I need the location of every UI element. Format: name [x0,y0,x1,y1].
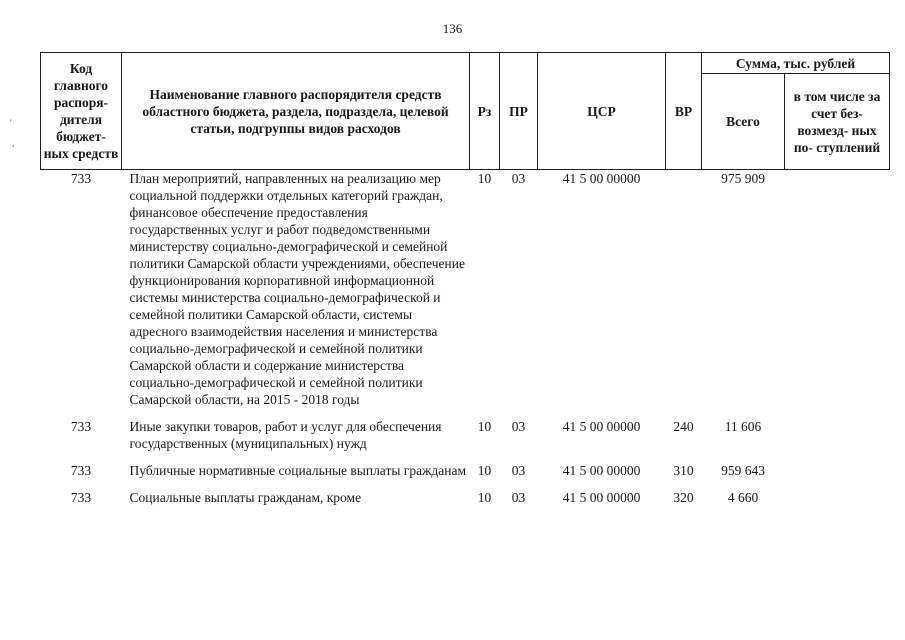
page-number: 136 [442,21,463,36]
cell-code: 733 [70,171,92,186]
cell-csr: 41 5 00 00000 [562,419,641,434]
cell-rz: 10 [477,463,492,478]
cell-code: 733 [70,463,92,478]
cell-pr: 03 [511,463,526,478]
cell-pr: 03 [511,171,526,186]
cell-csr: 41 5 00 00000 [562,490,641,505]
cell-total: 975 909 [721,171,765,186]
cell-name: Иные закупки товаров, работ и услуг для обеспечения государственных (муниципальных) нужд [129,419,442,451]
cell-total: 4 660 [727,490,759,505]
header-vr: ВР [666,53,702,170]
cell-free [785,452,890,479]
cell-free [785,408,890,452]
header-rz: Рз [470,53,500,170]
cell-vr: 310 [673,463,694,478]
cell-csr: 41 5 00 00000 [562,171,641,186]
cell-total: 959 643 [721,463,765,478]
cell-code: 733 [70,490,92,505]
cell-name: Социальные выплаты гражданам, кроме [129,490,362,505]
cell-name: Публичные нормативные социальные выплаты гражданам [129,463,467,478]
scan-artifact: ' [10,118,12,128]
cell-rz: 10 [477,419,492,434]
header-pr: ПР [500,53,538,170]
header-total: Всего [702,74,785,170]
table-header [41,53,890,170]
cell-code: 733 [70,419,92,434]
cell-pr: 03 [511,490,526,505]
scan-artifact: , [12,138,15,148]
table-row [41,452,890,479]
header-name: Наименование главного распорядителя средств областного бюджета, раздела, подраздела, целевой статьи, подгруппы видов расходов [122,53,470,170]
cell-name: План мероприятий, направленных на реализацию мер социальной поддержки отдельных категорий граждан, финансовое обеспечение предоставления государственных услуг и работ подведомственными министерству социально-демографической и семейной политики Самарской области учреждениями, обеспечение функционирования корпоративной информационной системы министерства социально-демографической и семейной политики Самарской области, системы адресного взаимодействия населения и министерства социально-демографической и семейной политики Самарской области и содержание министерства социально-демографической и семейной политики Самарской области, на 2015 - 2018 годы [129,171,465,407]
cell-csr: 41 5 00 00000 [562,463,641,478]
cell-vr [666,170,702,409]
cell-rz: 10 [477,171,492,186]
cell-pr: 03 [511,419,526,434]
table-row [41,170,890,409]
cell-vr: 240 [673,419,694,434]
cell-vr: 320 [673,490,694,505]
cell-free [785,479,890,506]
budget-table [40,52,890,506]
cell-rz: 10 [477,490,492,505]
cell-total: 11 606 [724,419,762,434]
table-body [41,170,890,507]
table-row [41,408,890,452]
header-code: Код главного распоря- дителя бюджет- ных средств [41,53,122,170]
header-free: в том числе за счет без- возмезд- ных по- ступлений [785,74,890,170]
header-sum-group: Сумма, тыс. рублей [702,53,890,74]
cell-free [785,170,890,409]
header-csr: ЦСР [538,53,666,170]
table-row [41,479,890,506]
